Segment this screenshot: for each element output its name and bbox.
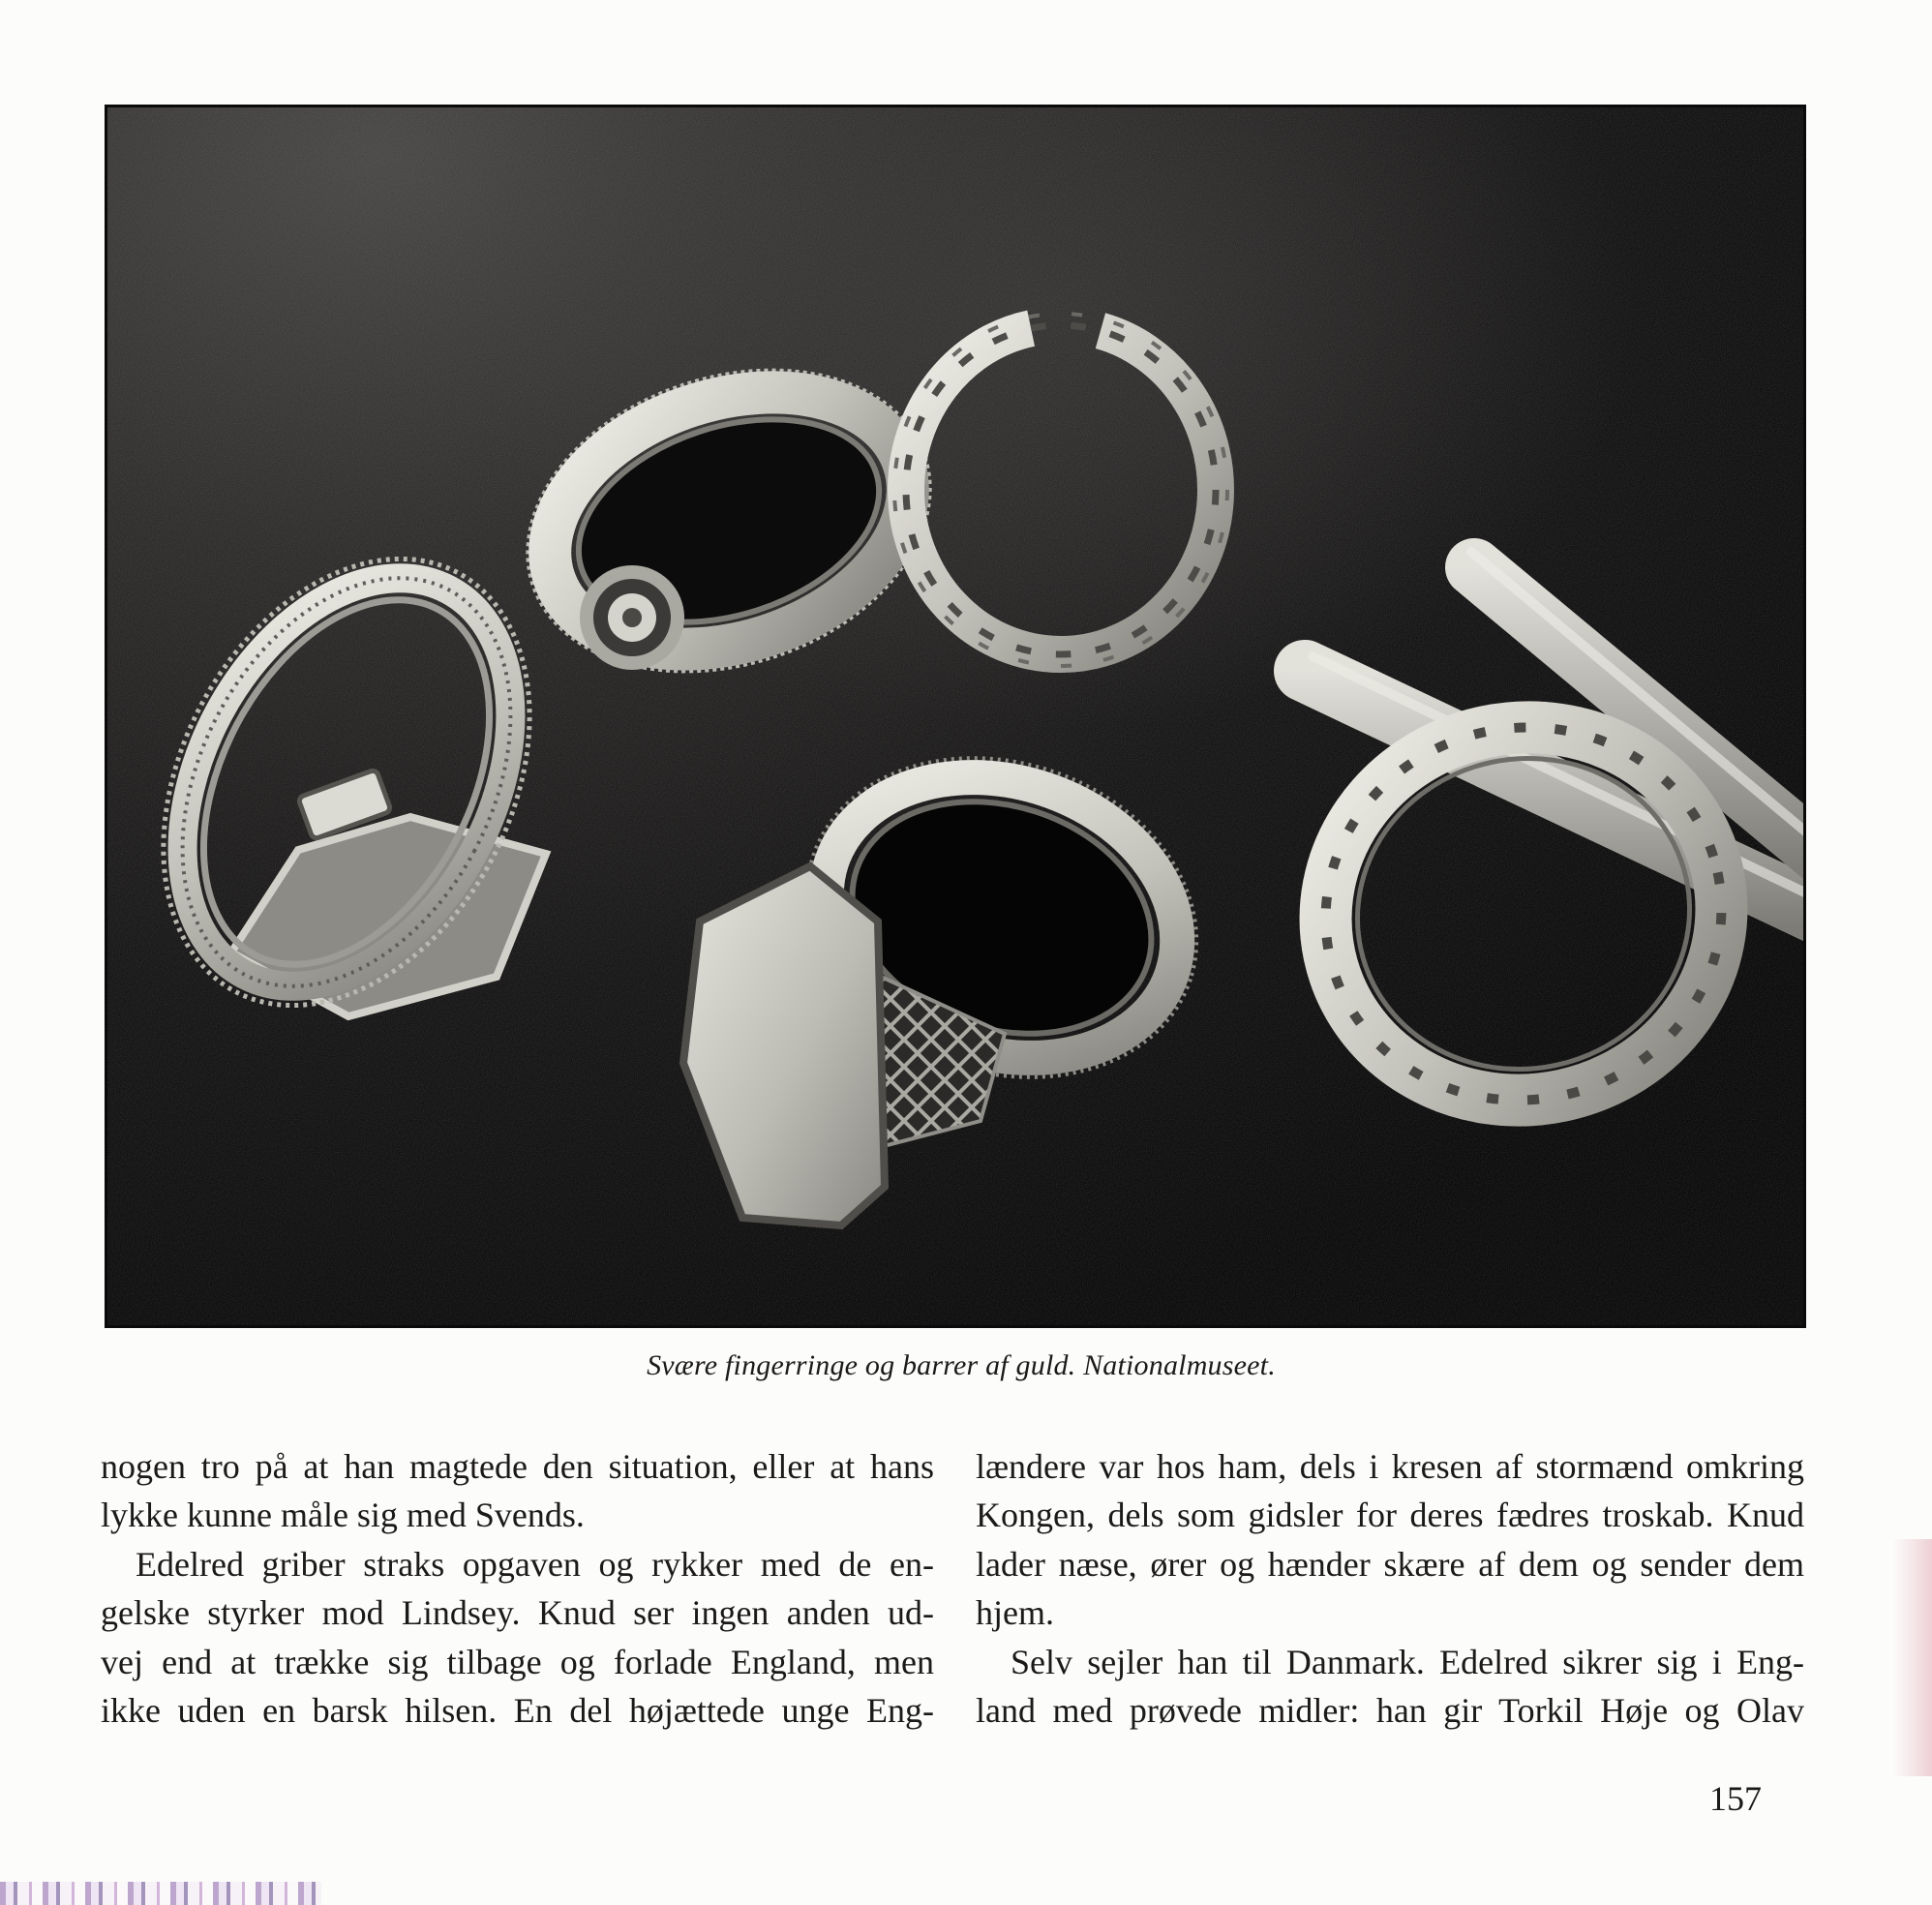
rosette-center xyxy=(622,608,642,627)
text-line: hjem. xyxy=(976,1593,1054,1633)
figure-caption: Svære fingerringe og barrer af guld. Nationalmuseet. xyxy=(647,1349,1276,1381)
text-line: lader næse, ører og hænder skære af dem og sender dem xyxy=(976,1544,1804,1584)
paragraph xyxy=(101,1442,934,1540)
left-column xyxy=(101,1442,934,1735)
text-line: Edelred griber straks opgaven og rykker med de en- xyxy=(136,1544,934,1584)
text-line: Kongen, dels som gidsler for deres fædres troskab. Knud xyxy=(976,1496,1804,1535)
paragraph xyxy=(101,1540,934,1736)
figure-photo-canvas xyxy=(105,105,1806,1328)
paragraph xyxy=(976,1442,1804,1638)
text-line: lykke kunne måle sig med Svends. xyxy=(101,1496,585,1535)
text-line: Selv sejler han til Danmark. Edelred sikrer sig i Eng- xyxy=(1011,1642,1804,1681)
paragraph xyxy=(976,1638,1804,1736)
text-line: lændere var hos ham, dels i kresen af stormænd omkring xyxy=(976,1447,1804,1486)
page-number: 157 xyxy=(1709,1779,1762,1818)
text-line: nogen tro på at han magtede den situation, eller at hans xyxy=(101,1447,934,1486)
text-line: ikke uden en barsk hilsen. En del højættede unge Eng- xyxy=(101,1690,934,1730)
scan-artifact-edge xyxy=(1893,1539,1932,1776)
figure-photo xyxy=(105,105,1806,1328)
right-column xyxy=(976,1442,1804,1735)
text-line: land med prøvede midler: han gir Torkil Høje og Olav xyxy=(976,1690,1804,1730)
scan-artifact-strip xyxy=(0,1882,321,1905)
text-line: vej end at trække sig tilbage og forlade England, men xyxy=(101,1642,934,1681)
text-line: gelske styrker mod Lindsey. Knud ser ingen anden ud- xyxy=(101,1593,934,1633)
